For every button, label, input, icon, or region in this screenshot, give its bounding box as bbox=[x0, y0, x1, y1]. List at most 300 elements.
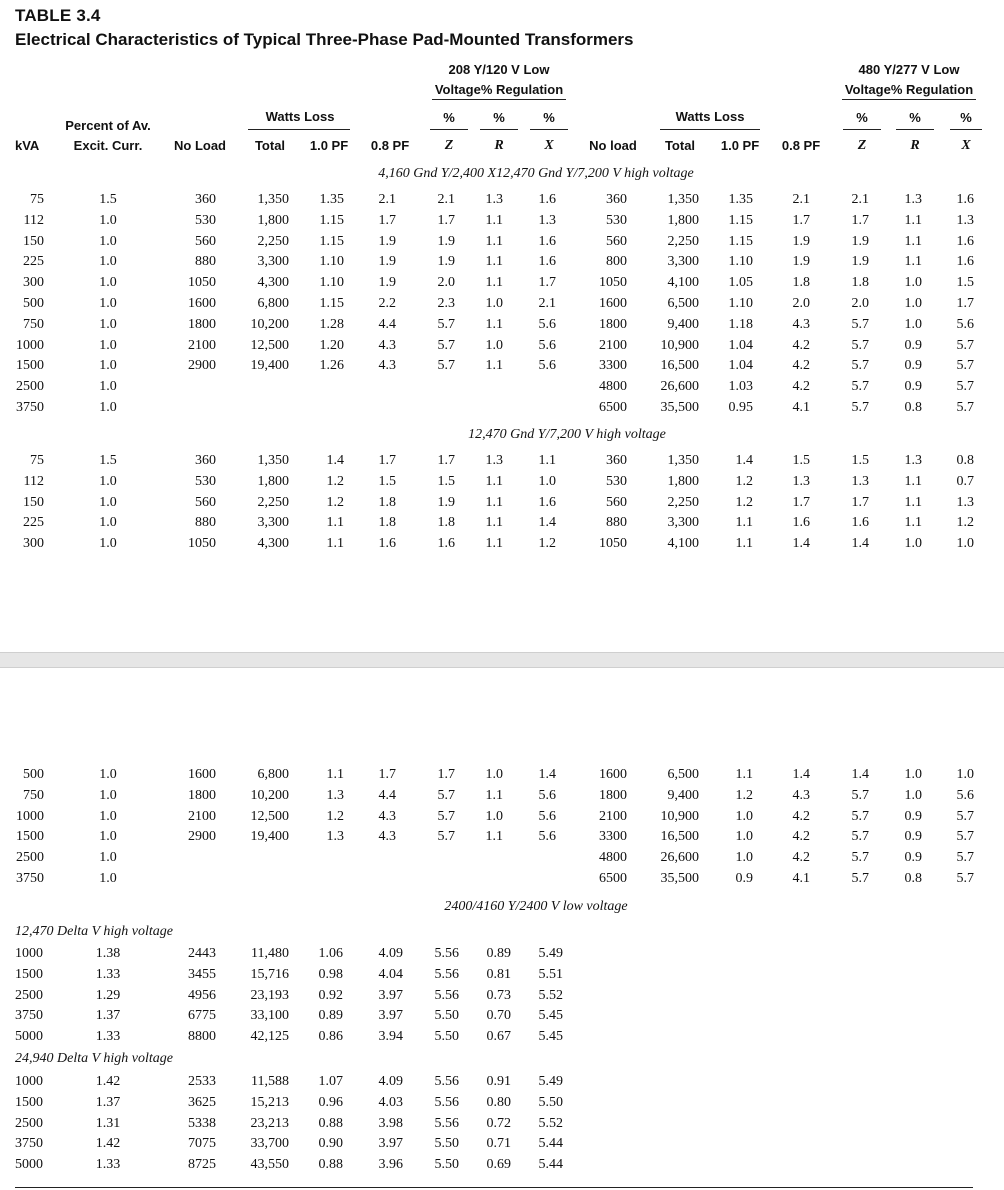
table-cell: 1.6 bbox=[956, 254, 974, 270]
table-cell: 1.05 bbox=[728, 275, 753, 291]
table-row bbox=[0, 1027, 1004, 1048]
table-cell: 1.2 bbox=[735, 494, 753, 510]
table-row bbox=[0, 232, 1004, 253]
table-title: Electrical Characteristics of Typical Three-Phase Pad-Mounted Transformers bbox=[15, 30, 634, 49]
table-cell: 300 bbox=[23, 275, 44, 291]
table-cell: 1.7 bbox=[437, 767, 455, 782]
table-cell: 0.72 bbox=[486, 1115, 511, 1131]
table-cell: 1.5 bbox=[437, 473, 455, 489]
table-cell: 0.9 bbox=[904, 358, 922, 374]
table-cell: 75 bbox=[30, 192, 44, 207]
table-cell: 1.8 bbox=[378, 494, 396, 510]
table-cell: 1800 bbox=[599, 787, 627, 803]
table-cell: 2.1 bbox=[851, 192, 869, 207]
percent-excit-header-1: Percent of Av. bbox=[65, 118, 151, 133]
table-cell: 1.0 bbox=[904, 316, 922, 332]
table-cell: 1.2 bbox=[538, 536, 556, 552]
section-12470-gnd-rows-bottom bbox=[0, 765, 1004, 890]
table-cell: 3300 bbox=[599, 829, 627, 845]
table-cell: 1.37 bbox=[95, 1008, 121, 1024]
table-cell: 1000 bbox=[15, 946, 43, 961]
table-cell: 0.86 bbox=[318, 1029, 343, 1045]
table-cell: 880 bbox=[606, 515, 627, 531]
table-cell: 5.7 bbox=[851, 829, 869, 845]
table-cell: 1.0 bbox=[735, 808, 753, 824]
table-cell: 1.0 bbox=[99, 233, 117, 249]
table-cell: 1.0 bbox=[99, 254, 117, 270]
table-cell: 5.6 bbox=[538, 829, 556, 845]
table-cell: 1.1 bbox=[485, 829, 503, 845]
table-cell: 1.0 bbox=[99, 275, 117, 291]
table-cell: 4.3 bbox=[378, 808, 396, 824]
table-cell: 560 bbox=[195, 233, 216, 249]
table-cell: 1.6 bbox=[538, 233, 556, 249]
percent-excit-header-2: Excit. Curr. bbox=[73, 138, 143, 153]
table-cell: 1.9 bbox=[437, 233, 455, 249]
table-cell: 1.10 bbox=[319, 254, 344, 270]
table-cell: 1.33 bbox=[95, 1029, 121, 1045]
table-row bbox=[0, 190, 1004, 211]
table-row bbox=[0, 848, 1004, 869]
table-cell: 1.33 bbox=[95, 1157, 121, 1173]
table-cell: 1.4 bbox=[851, 767, 869, 782]
table-cell: 1.0 bbox=[485, 767, 503, 782]
table-cell: 1.7 bbox=[538, 275, 556, 291]
table-cell: 1.9 bbox=[437, 254, 455, 270]
table-cell: 1.1 bbox=[904, 254, 922, 270]
table-cell: 1.9 bbox=[378, 275, 396, 291]
table-cell: 2100 bbox=[188, 808, 216, 824]
table-cell: 530 bbox=[195, 473, 216, 489]
table-cell: 33,100 bbox=[250, 1008, 289, 1024]
table-cell: 1.9 bbox=[437, 494, 455, 510]
table-cell: 5.50 bbox=[434, 1136, 459, 1152]
table-cell: 1.0 bbox=[538, 473, 556, 489]
table-cell: 35,500 bbox=[660, 870, 699, 886]
table-cell: 10,200 bbox=[250, 316, 289, 332]
table-cell: 1.6 bbox=[378, 536, 396, 552]
table-cell: 3,300 bbox=[257, 515, 289, 531]
table-cell: 1600 bbox=[599, 767, 627, 782]
table-cell: 2500 bbox=[16, 850, 44, 866]
table-cell: 5.6 bbox=[538, 358, 556, 374]
table-cell: 23,213 bbox=[250, 1115, 289, 1131]
table-cell: 1.4 bbox=[792, 536, 810, 552]
table-cell: 1.4 bbox=[538, 767, 556, 782]
table-row bbox=[0, 356, 1004, 377]
table-cell: 1.0 bbox=[99, 358, 117, 374]
table-cell: 0.96 bbox=[318, 1094, 343, 1110]
table-row bbox=[0, 944, 1004, 965]
table-cell: 1.3 bbox=[851, 473, 869, 489]
table-cell: 1.5 bbox=[851, 453, 869, 468]
table-cell: 1.6 bbox=[792, 515, 810, 531]
table-cell: 0.88 bbox=[318, 1157, 343, 1173]
watts-loss-rule-2 bbox=[660, 129, 760, 130]
table-cell: 1600 bbox=[599, 295, 627, 311]
table-cell: 5.7 bbox=[851, 850, 869, 866]
table-row bbox=[0, 786, 1004, 807]
table-cell: 1.0 bbox=[735, 829, 753, 845]
table-cell: 4.09 bbox=[378, 1074, 403, 1089]
table-cell: 1.1 bbox=[735, 767, 753, 782]
page-break bbox=[0, 652, 1004, 668]
table-cell: 4800 bbox=[599, 379, 627, 395]
table-cell: 1.6 bbox=[956, 233, 974, 249]
table-cell: 1000 bbox=[15, 1074, 43, 1089]
table-cell: 2500 bbox=[15, 1115, 43, 1131]
table-cell: 1.5 bbox=[99, 192, 117, 207]
table-cell: 9,400 bbox=[667, 316, 699, 332]
section-heading-12470-delta: 12,470 Delta V high voltage bbox=[15, 924, 173, 939]
table-cell: 3,300 bbox=[667, 515, 699, 531]
table-row bbox=[0, 377, 1004, 398]
z-header-2: Z bbox=[857, 138, 867, 153]
table-cell: 5.50 bbox=[434, 1029, 459, 1045]
percent-rule bbox=[896, 129, 934, 130]
table-cell: 1.1 bbox=[485, 212, 503, 228]
table-cell: 1.8 bbox=[851, 275, 869, 291]
table-cell: 1.0 bbox=[99, 316, 117, 332]
table-cell: 0.73 bbox=[486, 987, 511, 1003]
table-cell: 1.1 bbox=[485, 473, 503, 489]
table-cell: 5.49 bbox=[538, 1074, 563, 1089]
table-cell: 560 bbox=[606, 494, 627, 510]
table-cell: 1.7 bbox=[956, 295, 974, 311]
table-cell: 880 bbox=[195, 254, 216, 270]
table-cell: 360 bbox=[606, 453, 627, 468]
table-cell: 26,600 bbox=[660, 379, 699, 395]
table-cell: 1.7 bbox=[792, 212, 810, 228]
table-cell: 1.0 bbox=[904, 275, 922, 291]
table-row bbox=[0, 294, 1004, 315]
group-208-subheader: Voltage% Regulation bbox=[434, 82, 564, 97]
table-cell: 5.50 bbox=[538, 1094, 563, 1110]
table-cell: 3455 bbox=[188, 966, 216, 982]
table-cell: 1.1 bbox=[485, 536, 503, 552]
table-cell: 10,900 bbox=[660, 808, 699, 824]
table-cell: 2500 bbox=[15, 987, 43, 1003]
table-cell: 5.49 bbox=[538, 946, 563, 961]
table-cell: 1.4 bbox=[792, 767, 810, 782]
table-cell: 1.0 bbox=[956, 536, 974, 552]
table-cell: 1,350 bbox=[667, 192, 699, 207]
table-cell: 1.35 bbox=[728, 192, 753, 207]
table-cell: 1.3 bbox=[326, 829, 344, 845]
table-cell: 1.10 bbox=[728, 295, 753, 311]
table-cell: 1.1 bbox=[485, 254, 503, 270]
table-cell: 1.4 bbox=[326, 453, 344, 468]
table-cell: 4,300 bbox=[257, 275, 289, 291]
table-row bbox=[0, 807, 1004, 828]
table-cell: 1.4 bbox=[851, 536, 869, 552]
table-cell: 1.0 bbox=[99, 808, 117, 824]
table-cell: 530 bbox=[606, 473, 627, 489]
table-row bbox=[0, 765, 1004, 786]
table-cell: 1.3 bbox=[326, 787, 344, 803]
table-row bbox=[0, 1155, 1004, 1176]
table-cell: 1500 bbox=[15, 1094, 43, 1110]
table-row bbox=[0, 986, 1004, 1007]
table-cell: 2100 bbox=[599, 808, 627, 824]
table-cell: 1.15 bbox=[319, 233, 344, 249]
table-row bbox=[0, 252, 1004, 273]
table-cell: 5.7 bbox=[851, 808, 869, 824]
table-cell: 1.4 bbox=[538, 515, 556, 531]
table-cell: 4.3 bbox=[378, 358, 396, 374]
table-cell: 1,350 bbox=[257, 192, 289, 207]
table-row bbox=[0, 398, 1004, 419]
section-heading-24940-delta: 24,940 Delta V high voltage bbox=[15, 1051, 173, 1066]
table-cell: 1.5 bbox=[792, 453, 810, 468]
table-cell: 0.98 bbox=[318, 966, 343, 982]
table-cell: 1.2 bbox=[735, 787, 753, 803]
table-cell: 1.35 bbox=[319, 192, 344, 207]
table-cell: 2900 bbox=[188, 358, 216, 374]
table-cell: 560 bbox=[606, 233, 627, 249]
table-cell: 23,193 bbox=[250, 987, 289, 1003]
table-cell: 5.56 bbox=[434, 966, 459, 982]
no-load-header-1: No Load bbox=[174, 138, 226, 153]
table-cell: 9,400 bbox=[667, 787, 699, 803]
table-cell: 5.7 bbox=[851, 358, 869, 374]
table-cell: 0.9 bbox=[904, 379, 922, 395]
table-cell: 1800 bbox=[599, 316, 627, 332]
table-cell: 4.2 bbox=[792, 829, 810, 845]
table-row bbox=[0, 534, 1004, 555]
table-cell: 500 bbox=[23, 767, 44, 782]
group-480-subheader: Voltage% Regulation bbox=[844, 82, 974, 97]
table-bottom-rule bbox=[15, 1187, 973, 1188]
table-cell: 0.70 bbox=[486, 1008, 511, 1024]
table-cell: 0.9 bbox=[904, 850, 922, 866]
table-cell: 2500 bbox=[16, 379, 44, 395]
table-cell: 1.9 bbox=[851, 233, 869, 249]
table-cell: 5.52 bbox=[538, 987, 563, 1003]
table-cell: 112 bbox=[23, 473, 44, 489]
table-cell: 1600 bbox=[188, 295, 216, 311]
table-cell: 0.67 bbox=[486, 1029, 511, 1045]
table-cell: 33,700 bbox=[250, 1136, 289, 1152]
table-cell: 6,800 bbox=[257, 295, 289, 311]
table-cell: 500 bbox=[23, 295, 44, 311]
table-cell: 1050 bbox=[188, 275, 216, 291]
table-cell: 15,213 bbox=[250, 1094, 289, 1110]
table-cell: 1.0 bbox=[735, 850, 753, 866]
table-cell: 1.6 bbox=[538, 192, 556, 207]
table-cell: 5.56 bbox=[434, 1115, 459, 1131]
table-cell: 1.0 bbox=[99, 494, 117, 510]
table-cell: 1.1 bbox=[904, 233, 922, 249]
table-cell: 1.0 bbox=[99, 536, 117, 552]
table-cell: 10,900 bbox=[660, 337, 699, 353]
table-cell: 1.0 bbox=[904, 767, 922, 782]
table-cell: 0.89 bbox=[486, 946, 511, 961]
table-cell: 3.94 bbox=[378, 1029, 403, 1045]
table-row bbox=[0, 1114, 1004, 1135]
r-header-1: R bbox=[494, 138, 504, 153]
table-cell: 1.1 bbox=[485, 233, 503, 249]
table-cell: 16,500 bbox=[660, 358, 699, 374]
table-cell: 1.1 bbox=[904, 494, 922, 510]
table-cell: 4800 bbox=[599, 850, 627, 866]
percent-rule bbox=[950, 129, 982, 130]
table-cell: 5.7 bbox=[437, 316, 455, 332]
table-cell: 1,800 bbox=[667, 473, 699, 489]
table-cell: 1.0 bbox=[956, 767, 974, 782]
table-cell: 0.89 bbox=[318, 1008, 343, 1024]
table-cell: 1.0 bbox=[99, 212, 117, 228]
table-cell: 4.3 bbox=[792, 787, 810, 803]
table-cell: 360 bbox=[195, 192, 216, 207]
pf08-header-2: 0.8 PF bbox=[781, 138, 821, 153]
x-header-1: X bbox=[544, 138, 554, 153]
table-cell: 5.7 bbox=[437, 337, 455, 353]
table-cell: 2100 bbox=[188, 337, 216, 353]
table-cell: 11,588 bbox=[251, 1074, 289, 1089]
table-cell: 3300 bbox=[599, 358, 627, 374]
table-cell: 1.10 bbox=[319, 275, 344, 291]
table-cell: 1.5 bbox=[378, 473, 396, 489]
table-cell: 1500 bbox=[16, 829, 44, 845]
table-cell: 1.3 bbox=[904, 453, 922, 468]
percent-r-2: % bbox=[909, 110, 921, 125]
table-cell: 0.95 bbox=[728, 399, 753, 415]
table-cell: 300 bbox=[23, 536, 44, 552]
table-cell: 1.1 bbox=[735, 536, 753, 552]
table-cell: 5.6 bbox=[956, 316, 974, 332]
table-cell: 1.3 bbox=[485, 453, 503, 468]
kva-header: kVA bbox=[15, 138, 40, 153]
table-cell: 3750 bbox=[16, 399, 44, 415]
table-cell: 4.2 bbox=[792, 808, 810, 824]
table-cell: 1.6 bbox=[437, 536, 455, 552]
table-row bbox=[0, 493, 1004, 514]
table-cell: 1.0 bbox=[904, 295, 922, 311]
table-cell: 5.52 bbox=[538, 1115, 563, 1131]
table-cell: 5.7 bbox=[956, 870, 974, 886]
table-cell: 1.3 bbox=[904, 192, 922, 207]
table-cell: 5.7 bbox=[851, 337, 869, 353]
r-header-2: R bbox=[910, 138, 920, 153]
section-4160-rows bbox=[0, 190, 1004, 419]
table-cell: 1.0 bbox=[99, 399, 117, 415]
table-cell: 1.3 bbox=[792, 473, 810, 489]
table-cell: 5.7 bbox=[437, 787, 455, 803]
table-cell: 1.37 bbox=[95, 1094, 121, 1110]
table-cell: 1.1 bbox=[904, 473, 922, 489]
table-cell: 35,500 bbox=[660, 399, 699, 415]
table-cell: 4.1 bbox=[792, 399, 810, 415]
watts-loss-header-1: Watts Loss bbox=[265, 109, 335, 124]
table-cell: 3750 bbox=[16, 870, 44, 886]
table-cell: 1.0 bbox=[485, 295, 503, 311]
table-cell: 1.3 bbox=[956, 494, 974, 510]
table-cell: 1.15 bbox=[319, 212, 344, 228]
table-cell: 5.6 bbox=[538, 316, 556, 332]
table-cell: 2100 bbox=[599, 337, 627, 353]
table-cell: 4.3 bbox=[378, 337, 396, 353]
table-cell: 4.2 bbox=[792, 337, 810, 353]
total-header-2: Total bbox=[664, 138, 696, 153]
table-cell: 4.2 bbox=[792, 850, 810, 866]
table-cell: 4,300 bbox=[257, 536, 289, 552]
table-cell: 1.29 bbox=[95, 987, 121, 1003]
table-cell: 42,125 bbox=[250, 1029, 289, 1045]
table-cell: 4.3 bbox=[792, 316, 810, 332]
table-cell: 5.50 bbox=[434, 1157, 459, 1173]
table-cell: 2.1 bbox=[378, 192, 396, 207]
table-cell: 1.0 bbox=[99, 829, 117, 845]
percent-rule bbox=[843, 129, 881, 130]
pf10-header-2: 1.0 PF bbox=[720, 138, 760, 153]
table-cell: 1.9 bbox=[851, 254, 869, 270]
percent-rule bbox=[530, 129, 568, 130]
table-cell: 1050 bbox=[599, 536, 627, 552]
table-cell: 5.6 bbox=[538, 337, 556, 353]
table-cell: 4.2 bbox=[792, 358, 810, 374]
percent-x-2: % bbox=[960, 110, 972, 125]
watts-loss-header-2: Watts Loss bbox=[675, 109, 745, 124]
table-cell: 1.4 bbox=[735, 453, 753, 468]
table-cell: 2900 bbox=[188, 829, 216, 845]
table-cell: 1.04 bbox=[728, 337, 753, 353]
table-cell: 2,250 bbox=[257, 494, 289, 510]
table-cell: 5.7 bbox=[956, 399, 974, 415]
table-cell: 5.6 bbox=[956, 787, 974, 803]
table-cell: 1.9 bbox=[792, 254, 810, 270]
table-cell: 1.7 bbox=[378, 453, 396, 468]
table-cell: 1.7 bbox=[437, 212, 455, 228]
table-cell: 1.0 bbox=[99, 295, 117, 311]
table-cell: 225 bbox=[23, 515, 44, 531]
table-cell: 1,800 bbox=[257, 473, 289, 489]
table-cell: 1,350 bbox=[257, 453, 289, 468]
table-cell: 1800 bbox=[188, 316, 216, 332]
table-cell: 1.1 bbox=[326, 515, 344, 531]
table-cell: 2.2 bbox=[378, 295, 396, 311]
table-cell: 4,100 bbox=[667, 536, 699, 552]
table-cell: 3.97 bbox=[378, 987, 403, 1003]
table-cell: 5.7 bbox=[956, 808, 974, 824]
table-cell: 1.0 bbox=[99, 337, 117, 353]
table-row bbox=[0, 472, 1004, 493]
table-cell: 3750 bbox=[15, 1136, 43, 1152]
table-cell: 1.0 bbox=[99, 379, 117, 395]
table-cell: 1,800 bbox=[257, 212, 289, 228]
pf10-header-1: 1.0 PF bbox=[309, 138, 349, 153]
table-cell: 3,300 bbox=[667, 254, 699, 270]
table-cell: 5.7 bbox=[956, 829, 974, 845]
table-cell: 2.1 bbox=[792, 192, 810, 207]
table-cell: 1.6 bbox=[956, 192, 974, 207]
table-cell: 1.26 bbox=[319, 358, 344, 374]
table-cell: 1000 bbox=[16, 808, 44, 824]
table-cell: 1.8 bbox=[792, 275, 810, 291]
table-cell: 0.88 bbox=[318, 1115, 343, 1131]
table-cell: 1.7 bbox=[378, 767, 396, 782]
table-cell: 1.7 bbox=[437, 453, 455, 468]
table-cell: 3.97 bbox=[378, 1136, 403, 1152]
table-cell: 1.7 bbox=[851, 494, 869, 510]
table-row bbox=[0, 1006, 1004, 1027]
table-cell: 5.51 bbox=[538, 966, 563, 982]
section-24940-delta-rows bbox=[0, 1072, 1004, 1176]
table-cell: 4.03 bbox=[378, 1094, 403, 1110]
table-cell: 1.38 bbox=[95, 946, 121, 961]
table-cell: 4,100 bbox=[667, 275, 699, 291]
section-12470-gnd-rows-top bbox=[0, 451, 1004, 555]
